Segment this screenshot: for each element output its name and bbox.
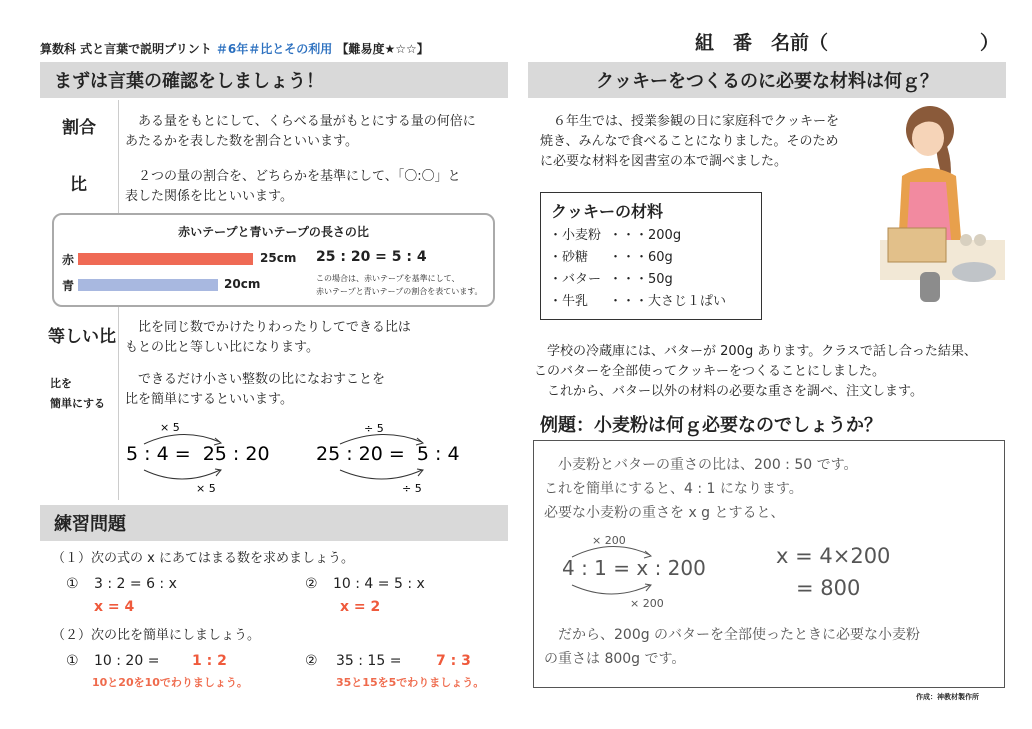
blue-tape-label: 青 (62, 279, 75, 293)
example-left-bottom: × 5 (196, 482, 216, 495)
ratio-examples (120, 418, 480, 500)
solution-top-op: × 200 (592, 534, 626, 547)
materials-box (540, 192, 762, 320)
material-amount: ・・・50g (609, 272, 673, 287)
materials-title: クッキーの材料 (551, 202, 664, 221)
example-right-bottom: ÷ 5 (402, 482, 422, 495)
term-simplify (50, 374, 105, 414)
term-simplify-line: 比を (50, 377, 72, 390)
def-line: ２つの量の割合を、どちらかを基準にして、「〇:〇」と (125, 169, 461, 184)
material-row (549, 269, 726, 291)
tape-ratio-box (52, 213, 495, 307)
material-name: ・バター (549, 272, 602, 287)
mixing-bowl (952, 262, 996, 282)
def-line: 表した関係を比といいます。 (125, 189, 293, 204)
term-equal-ratio: 等しい比 (48, 327, 116, 347)
section-vocab-title: まずは言葉の確認をしましょう！ (54, 71, 324, 92)
example-right-top: ÷ 5 (364, 422, 384, 435)
solution-text (544, 453, 857, 525)
material-name: ・砂糖 (549, 250, 589, 265)
solution-line: 小麦粉とバターの重さの比は、200 : 50 です。 (544, 457, 858, 473)
tape-box-title: 赤いテープと青いテープの長さの比 (178, 225, 369, 239)
worksheet-title (40, 40, 429, 57)
section-practice-title: 練習問題 (54, 514, 126, 535)
material-row (549, 225, 726, 247)
red-tape (78, 253, 253, 265)
solution-conclusion (544, 623, 920, 671)
term-simplify-line: 簡単にする (50, 397, 105, 410)
term-hi: 比 (70, 175, 87, 195)
story-line: これから、バター以外の材料の必要な重さを調べ、注文します。 (534, 384, 923, 399)
simplify-def (125, 370, 385, 410)
tape-ratio: 25 : 20 = 5 : 4 (316, 249, 427, 265)
material-row (549, 247, 726, 269)
def-line: あたるかを表した数を割合といいます。 (125, 134, 358, 149)
q2a-hint: 10と20を10でわりましょう。 (92, 676, 248, 689)
cutting-board (888, 228, 946, 262)
story-line: 学校の冷蔵庫には、バターが 200g あります。クラスで話し合った結果、 (534, 344, 977, 359)
section-vocab-header (40, 62, 508, 98)
q1b-num: ② (305, 576, 318, 592)
section-cookie-header (528, 62, 1006, 98)
material-name: ・牛乳 (549, 294, 589, 309)
example-left-expr: 5 : 4 = 25 : 20 (126, 443, 270, 465)
section-practice-header (40, 505, 508, 541)
question-1: （１）次の式の x にあてはまる数を求めましょう。 (52, 551, 354, 566)
q2b-expr: 35 : 15 = (336, 653, 402, 669)
cookie-story (534, 342, 977, 402)
cookie-intro (540, 112, 839, 172)
q2b-num: ② (305, 653, 318, 669)
def-line: ある量をもとにして、くらべる量がもとにする量の何倍に (125, 114, 476, 129)
jar (974, 234, 986, 246)
tape-note-2: 赤いテープと青いテープの割合を表ています。 (316, 287, 483, 296)
q2a-answer: 1 : 2 (192, 653, 227, 669)
q2b-hint: 35と15を5でわりましょう。 (336, 676, 485, 689)
arrow-head (645, 584, 651, 591)
flour-bag (920, 272, 940, 302)
solution-calc-1: x = 4×200 (776, 544, 891, 568)
footer-credit: 作成：神教材製作所 (916, 693, 979, 701)
q1a-expr: 3 : 2 = 6 : x (94, 576, 177, 592)
q2a-num: ① (66, 653, 79, 669)
q1b-answer: x = 2 (340, 599, 381, 615)
material-amount: ・・・60g (609, 250, 673, 265)
story-line: このバターを全部使ってクッキーをつくることにしました。 (534, 364, 886, 379)
term-wariai-def (125, 112, 476, 152)
example-left-top: × 5 (160, 421, 180, 434)
arrow-curve (144, 470, 220, 479)
name-line: 組 番 名前（ ） (695, 32, 1000, 54)
solution-box (533, 440, 1005, 688)
title-topic: ＃6年＃比とその利用 (215, 42, 333, 56)
term-wariai: 割合 (62, 118, 96, 138)
arrow-head (417, 469, 423, 476)
girl-baking-illustration (880, 100, 1005, 325)
solution-expr: 4 : 1 = x : 200 (562, 556, 706, 580)
blue-tape-length: 20cm (224, 277, 261, 291)
equal-ratio-def (125, 318, 411, 358)
red-tape-length: 25cm (260, 251, 297, 265)
intro-line: ６年生では、授業参観の日に家庭科でクッキーを (540, 114, 840, 129)
title-difficulty: 【難易度★☆☆】 (336, 42, 429, 56)
def-line: できるだけ小さい整数の比になおすことを (125, 372, 386, 387)
arrow-curve (572, 585, 650, 594)
question-2: （２）次の比を簡単にしましょう。 (52, 628, 261, 643)
solution-calc-2: = 800 (796, 576, 861, 600)
jar (960, 234, 972, 246)
red-tape-label: 赤 (62, 253, 75, 267)
def-line: 比を簡単にするといいます。 (125, 392, 293, 407)
solution-line: これを簡単にすると、4 : 1 になります。 (544, 481, 803, 497)
material-amount: ・・・大さじ１ぱい (609, 294, 727, 309)
tape-note-1: この場合は、赤いテープを基準にして、 (316, 274, 460, 283)
conclusion-line: だから、200g のバターを全部使ったときに必要な小麦粉 (544, 627, 921, 643)
arrow-head (215, 469, 221, 476)
title-prefix: 算数科 式と言葉で説明プリント (40, 42, 212, 56)
intro-line: に必要な材料を図書室の本で調べました。 (540, 154, 788, 169)
section-cookie-title: クッキーをつくるのに必要な材料は何ｇ？ (596, 71, 938, 92)
materials-list (549, 225, 726, 313)
arrow-curve (340, 470, 422, 479)
q1a-num: ① (66, 576, 79, 592)
material-row (549, 291, 726, 313)
solution-line: 必要な小麦粉の重さを x g とすると、 (544, 505, 785, 521)
q1b-expr: 10 : 4 = 5 : x (333, 576, 425, 592)
blue-tape (78, 279, 218, 291)
q2b-answer: 7 : 3 (436, 653, 471, 669)
q1a-answer: x = 4 (94, 599, 135, 615)
intro-line: 焼き、みんなで食べることになりました。そのため (540, 134, 839, 149)
material-amount: ・・・200g (609, 228, 682, 243)
example-title: 例題：小麦粉は何ｇ必要なのでしょうか？ (540, 415, 882, 436)
solution-diagram (552, 531, 992, 611)
solution-bottom-op: × 200 (630, 597, 664, 610)
term-hi-def (125, 167, 461, 207)
example-right-expr: 25 : 20 = 5 : 4 (316, 443, 460, 465)
material-name: ・小麦粉 (549, 228, 602, 243)
def-line: もとの比と等しい比になります。 (125, 340, 319, 355)
conclusion-line: の重さは 800g です。 (544, 651, 686, 667)
def-line: 比を同じ数でかけたりわったりしてできる比は (125, 320, 411, 335)
q2a-expr: 10 : 20 = (94, 653, 160, 669)
